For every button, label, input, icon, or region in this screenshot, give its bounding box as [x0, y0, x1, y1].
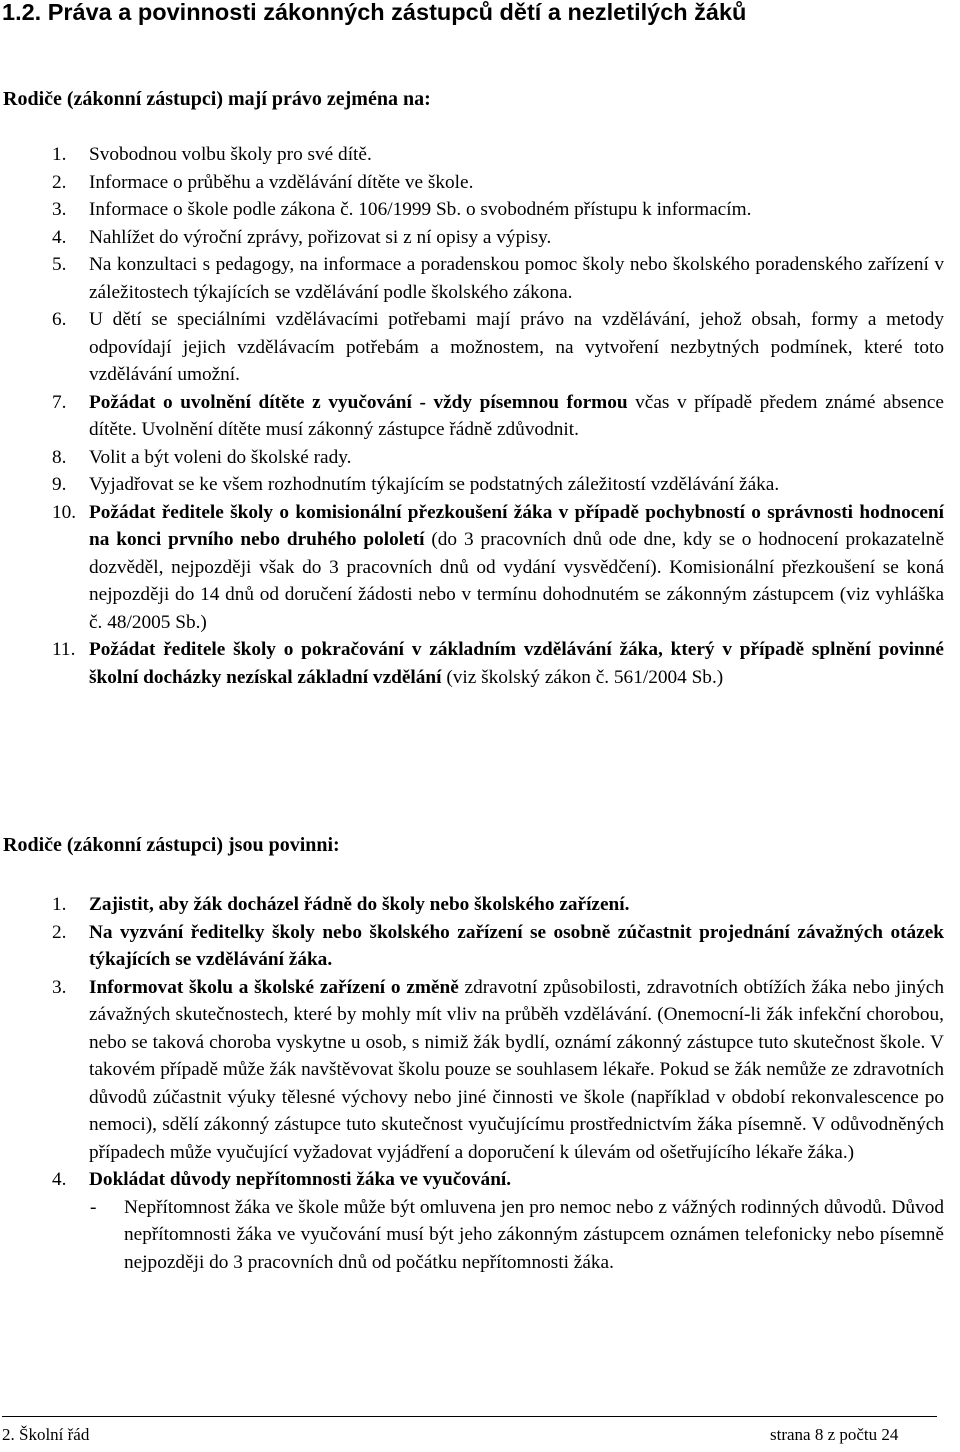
rights-item-10: 10. Požádat ředitele školy o komisionální přezkoušení žáka v případě pochybností o správnosti hodnocení na konci prvního nebo druhého pololetí (do 3 pracovních dnů ode dne, kdy se o hodnocení prokazatelně dozvěděl, nejpozději však do 3 pracovních dnů od vydání vysvědčení). Komisionální přezkoušení se koná nejpozději do 14 dnů od doručení žádosti nebo v termínu dohodnutém se zákonným zástupcem (viz vyhláška č. 48/2005 Sb.) — [52, 501, 944, 633]
duties-item-4: 4. Dokládat důvody nepřítomnosti žáka ve vyučování. — [52, 1169, 512, 1190]
rights-item-1: 1. Svobodnou volbu školy pro své dítě. — [52, 144, 372, 165]
rights-item-2: 2. Informace o průběhu a vzdělávání dítěte ve škole. — [52, 171, 474, 193]
duties-subitem: - Nepřítomnost žáka ve škole může být omluvena jen pro nemoc nebo z vážných rodinných důvodů. Důvod nepřítomnosti žáka ve vyučování musí být jeho zákonným zástupcem oznámen telefonicky nebo písemně nejpozději do 3 pracovních dnů od počátku nepřítomnosti žáka. — [90, 1196, 944, 1273]
rights-list — [0, 141, 960, 691]
rights-item-11: 11. Požádat ředitele školy o pokračování v základním vzdělávání žáka, který v případě splnění povinné školní docházky nezískal základní vzdělání (viz školský zákon č. 561/2004 Sb.) — [52, 639, 944, 688]
duties-list — [0, 891, 960, 1276]
rights-heading: Rodiče (zákonní zástupci) mají právo zejména na: — [3, 88, 431, 110]
duties-item-3: 3. Informovat školu a školské zařízení o změně zdravotní způsobilosti, zdravotních obtížích žáka nebo jiných závažných skutečnostech, které by mohly mít vliv na průběh vzdělávání. (Onemocní-li žák infekční chorobou, nebo se taková choroba vyskytne u osob, s nimiž žák bydlí, oznámí zákonný zástupce tuto skutečnost škole. V takovém případě může žák navštěvovat školu pouze se souhlasem lékaře. Pokud se žák nemůže ze zdravotních důvodů zúčastnit výuky tělesné výchovy nebo jiné činnosti ve škole (například v období rekonvalescence po nemoci), sdělí zákonný zástupce tuto skutečnost vyučujícímu prostřednictvím žáka písemně. V odůvodněných případech může vyučující vyžadovat vyjádření a doporučení k úlevám od ošetřujícího lékaře žáka.) — [52, 976, 944, 1163]
footer-document-title: 2. Školní řád — [2, 1425, 90, 1444]
rights-item-3: 3. Informace o škole podle zákona č. 106/1999 Sb. o svobodném přístupu k informacím. — [52, 199, 752, 220]
footer-page-number: strana 8 z počtu 24 — [770, 1425, 899, 1444]
rights-item-5: 5. Na konzultaci s pedagogy, na informace a poradenskou pomoc školy nebo školského poradenského zařízení v záležitostech týkajících se vzdělávání podle školského zákona. — [52, 254, 944, 303]
footer-divider — [2, 1416, 937, 1417]
duties-heading: Rodiče (zákonní zástupci) jsou povinni: — [3, 834, 340, 856]
rights-item-4: 4. Nahlížet do výroční zprávy, pořizovat si z ní opisy a výpisy. — [52, 226, 552, 248]
rights-item-7: 7. Požádat o uvolnění dítěte z vyučování - vždy písemnou formou včas v případě předem známé absence dítěte. Uvolnění dítěte musí zákonný zástupce řádně zdůvodnit. — [52, 391, 944, 440]
rights-item-8: 8. Volit a být voleni do školské rady. — [52, 446, 352, 468]
duties-item-1: 1. Zajistit, aby žák docházel řádně do školy nebo školského zařízení. — [52, 894, 630, 915]
section-title: 1.2. Práva a povinnosti zákonných zástupců dětí a nezletilých žáků — [2, 0, 747, 25]
rights-item-6: 6. U dětí se speciálními vzdělávacími potřebami mají právo na vzdělávání, jehož obsah, formy a metody odpovídají jejich vzdělávacím potřebám a možnostem, na vytvoření nezbytných podmínek, které toto vzdělávání umožní. — [52, 309, 944, 385]
rights-item-9: 9. Vyjadřovat se ke všem rozhodnutím týkajícím se podstatných záležitostí vzdělávání žáka. — [52, 474, 780, 495]
duties-item-2: 2. Na vyzvání ředitelky školy nebo školského zařízení se osobně zúčastnit projednání závažných otázek týkajících se vzdělávání žáka. — [52, 921, 944, 970]
